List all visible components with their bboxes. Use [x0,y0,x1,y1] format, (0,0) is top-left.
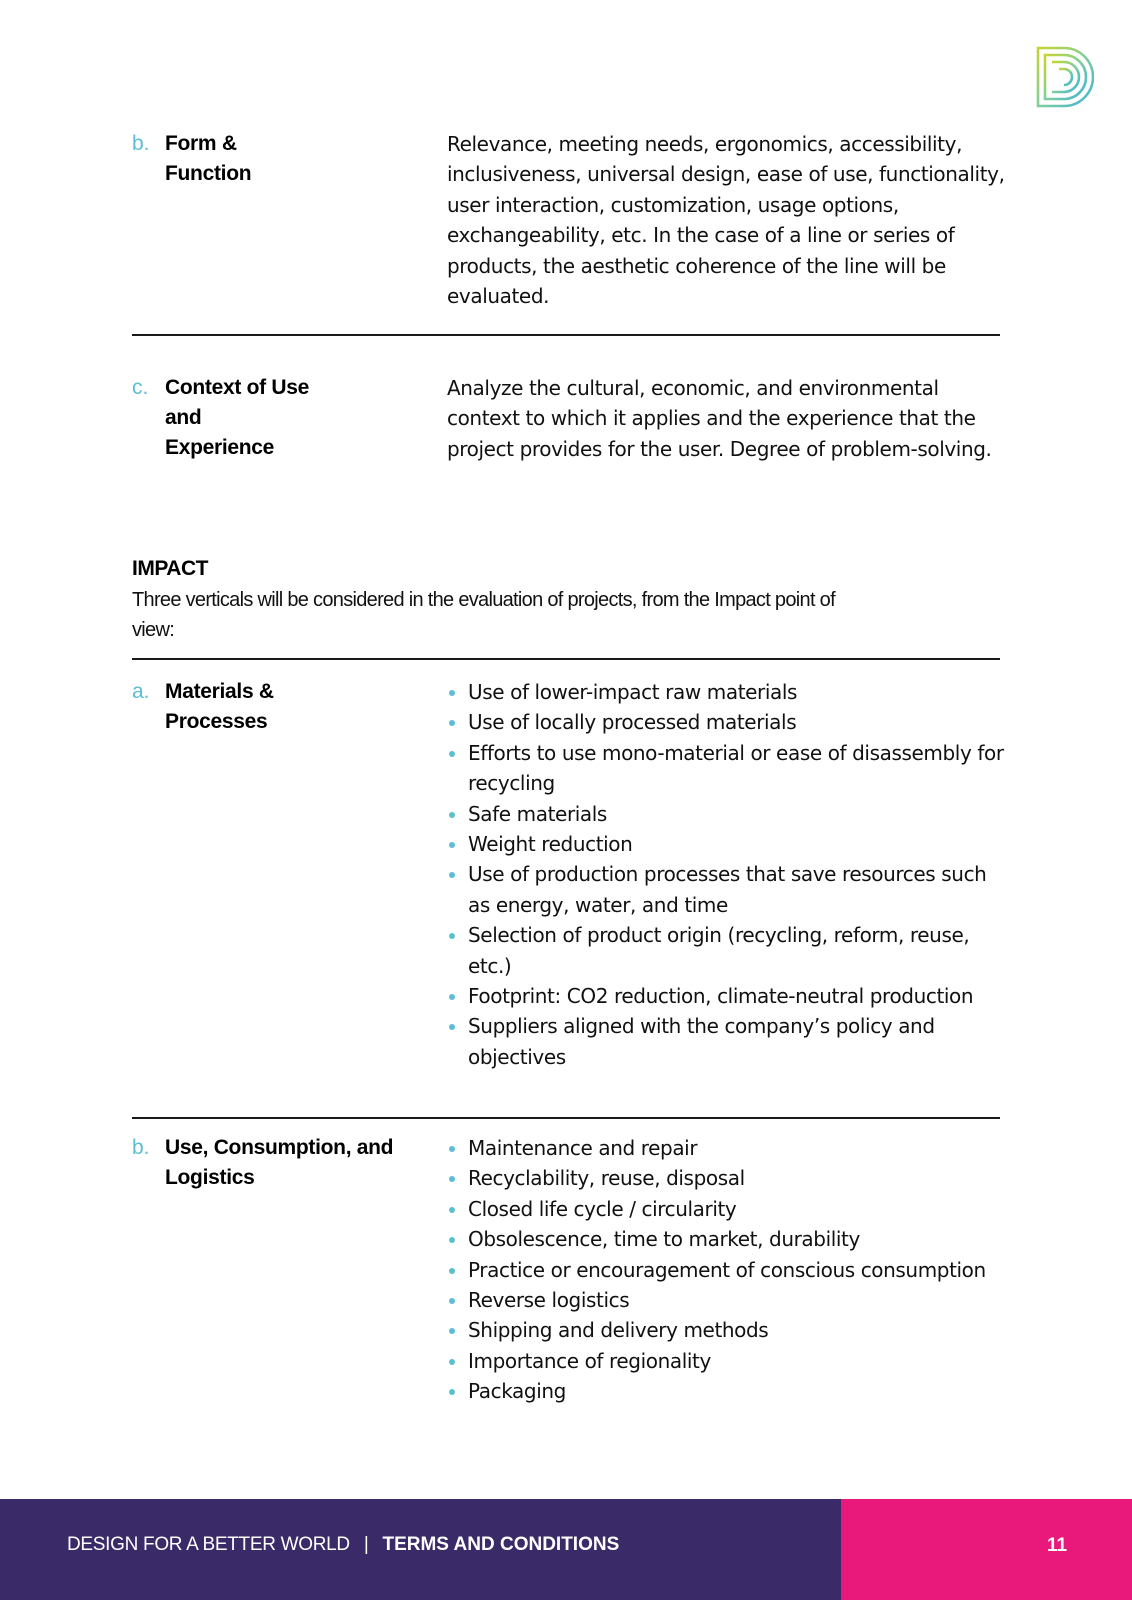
list-item: Reverse logistics [447,1285,1007,1315]
criterion-letter: c. [132,376,149,399]
divider [132,1117,1000,1119]
list-item: Efforts to use mono-material or ease of disassembly for recycling [447,738,1007,799]
section-intro: Three verticals will be considered in the evaluation of projects, from the Impact point of view: [132,589,835,641]
divider [132,334,1000,336]
criterion-title: Form & Function [165,132,252,185]
criterion-description: Relevance, meeting needs, ergonomics, accessibility, inclusiveness, universal design, ease of use, functionality, user interaction, customization, usage options, exchangeability, etc. In the case of a line or series of products, the aesthetic coherence of the line will be evaluated. [447,132,1005,309]
list-item: Selection of product origin (recycling, reform, reuse, etc.) [447,920,1007,981]
list-item: Obsolescence, time to market, durability [447,1224,1007,1254]
list-item: Use of production processes that save resources such as energy, water, and time [447,859,1007,920]
list-item: Packaging [447,1376,1007,1406]
list-item: Footprint: CO2 reduction, climate-neutral production [447,981,1007,1011]
list-item: Maintenance and repair [447,1133,1007,1163]
list-item: Use of locally processed materials [447,707,1007,737]
footer-document-name: TERMS AND CONDITIONS [382,1534,620,1555]
list-item: Suppliers aligned with the company’s policy and objectives [447,1011,1007,1072]
d-monogram-icon [1036,46,1094,108]
criterion-context-of-use [132,373,1000,495]
footer-running-title [67,1499,619,1600]
divider [132,658,1000,660]
criterion-title: Context of Use and Experience [165,376,309,459]
section-heading: IMPACT [132,557,208,580]
criterion-letter: b. [132,1136,150,1159]
page-footer [0,1499,1132,1600]
list-item: Closed life cycle / circularity [447,1194,1007,1224]
criterion-description: Analyze the cultural, economic, and environmental context to which it applies and the experience that the project provides for the user. Degree of problem-solving. [447,376,992,461]
list-item: Safe materials [447,799,1007,829]
list-item: Weight reduction [447,829,1007,859]
criterion-title: Use, Consumption, and Logistics [165,1136,394,1189]
list-item: Shipping and delivery methods [447,1315,1007,1345]
criterion-use-consumption-logistics [132,1133,1000,1453]
page-number-band [841,1499,1132,1600]
criterion-form-function [132,129,1005,311]
criterion-letter: b. [132,132,150,155]
list-item: Use of lower-impact raw materials [447,677,1007,707]
footer-separator: | [363,1534,369,1555]
criterion-letter: a. [132,680,150,703]
criterion-bullet-list [447,677,1007,1072]
footer-band [0,1499,841,1600]
criterion-bullet-list [447,1133,1007,1407]
page-number: 11 [1046,1535,1068,1556]
list-item: Practice or encouragement of conscious consumption [447,1255,1007,1285]
list-item: Importance of regionality [447,1346,1007,1376]
criterion-title: Materials & Processes [165,680,274,733]
list-item: Recyclability, reuse, disposal [447,1163,1007,1193]
footer-series-name: DESIGN FOR A BETTER WORLD [67,1534,350,1555]
criterion-materials-processes [132,677,1004,1097]
